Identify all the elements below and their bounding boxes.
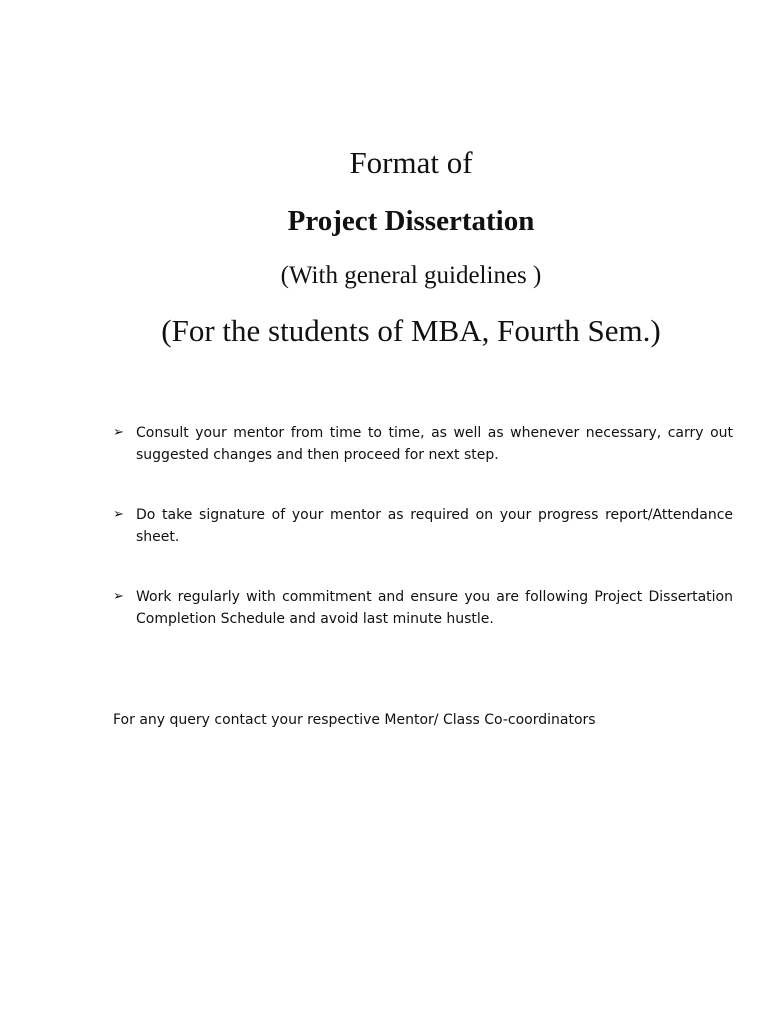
arrowhead-bullet-icon: ➢	[113, 507, 124, 522]
document-title: Project Dissertation	[287, 205, 535, 237]
arrowhead-bullet-icon: ➢	[113, 425, 124, 440]
guidelines-list	[113, 422, 733, 668]
guideline-text: Do take signature of your mentor as required on your progress report/Attendance sheet.	[136, 507, 733, 545]
arrowhead-bullet-icon: ➢	[113, 589, 124, 604]
contact-note: For any query contact your respective Mentor/ Class Co-coordinators	[113, 712, 596, 728]
guideline-text: Consult your mentor from time to time, as well as whenever necessary, carry out suggested changes and then proceed for next step.	[136, 425, 733, 463]
document-subtitle: (With general guidelines )	[280, 262, 542, 289]
heading-format-of: Format of	[349, 145, 473, 180]
guideline-item	[113, 422, 733, 466]
guideline-item	[113, 504, 733, 548]
guideline-text: Work regularly with commitment and ensure you are following Project Dissertation Completion Schedule and avoid last minute hustle.	[136, 589, 733, 627]
document-audience: (For the students of MBA, Fourth Sem.)	[161, 313, 661, 348]
guideline-item	[113, 586, 733, 630]
